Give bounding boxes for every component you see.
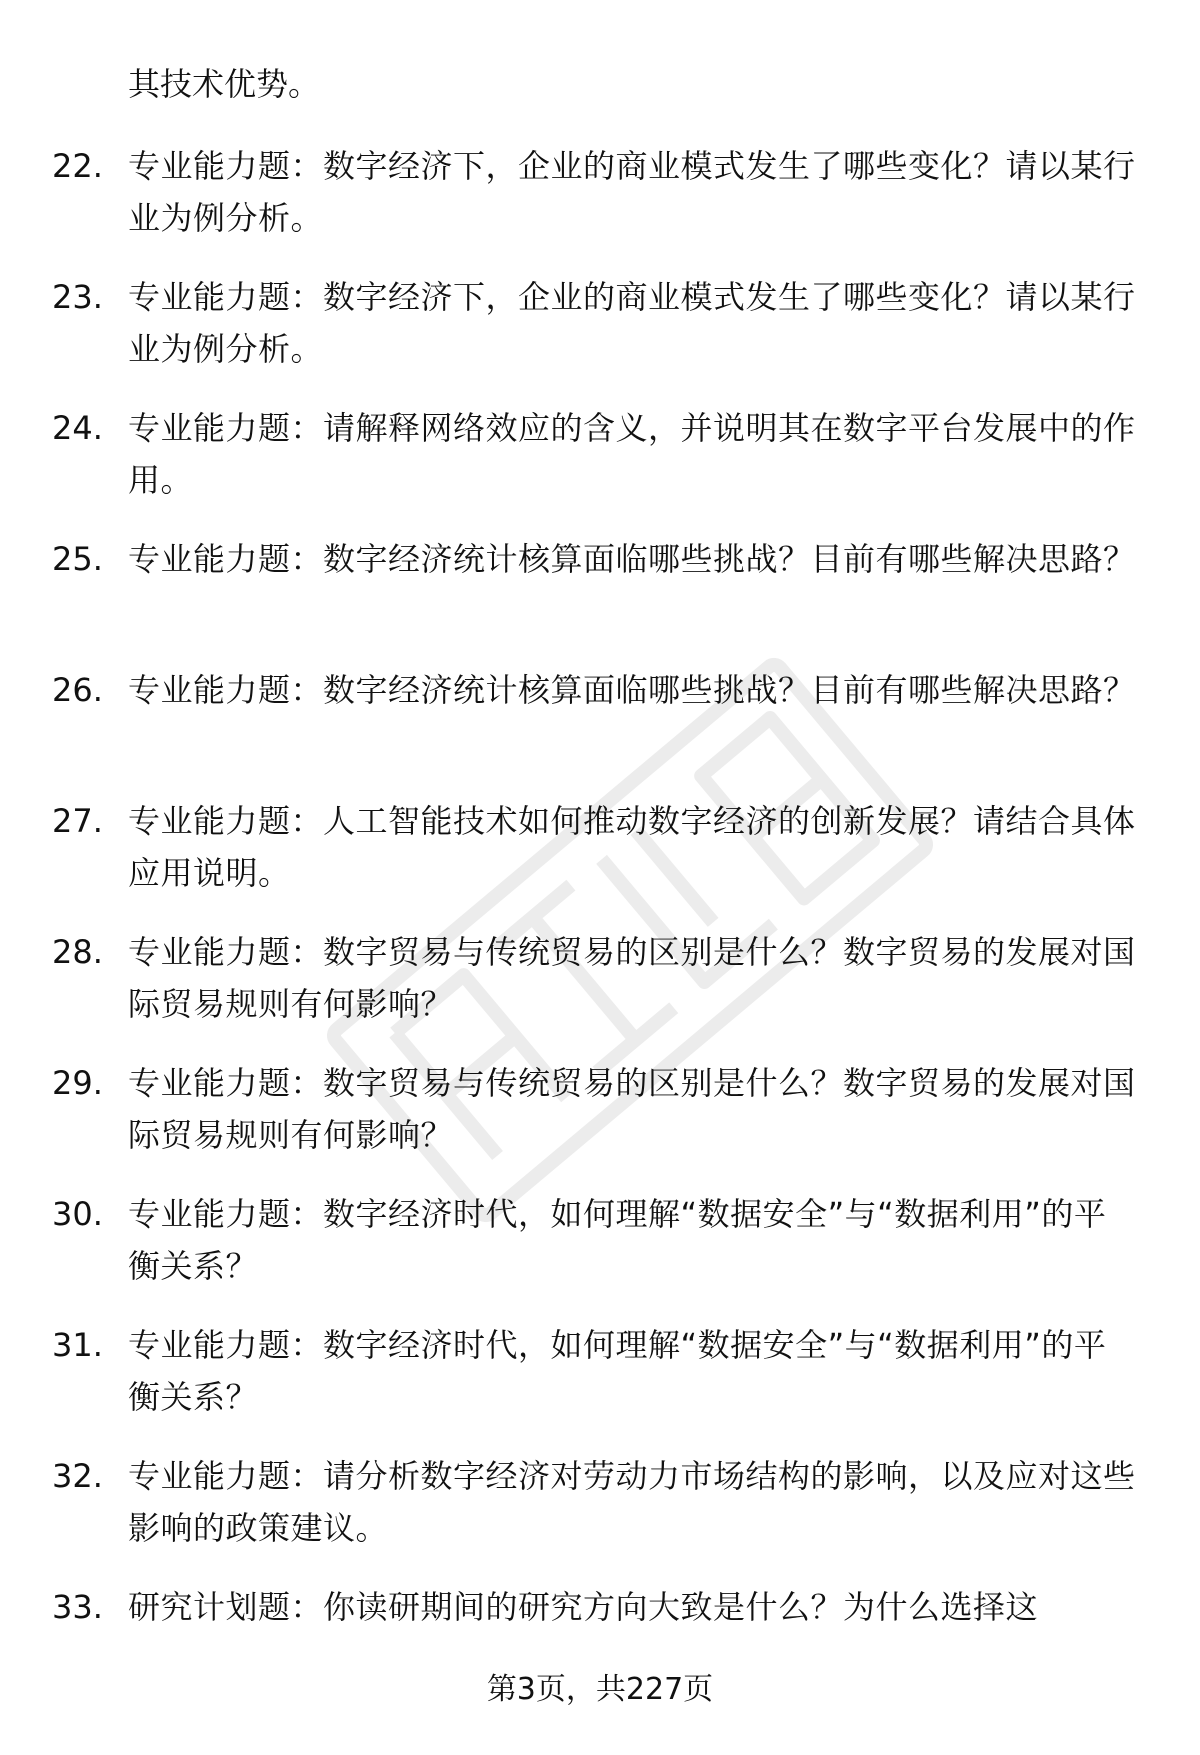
continuation-line: 其技术优势。	[128, 65, 321, 103]
question-item	[0, 664, 1200, 795]
question-item	[0, 1057, 1200, 1188]
question-number: 27.	[52, 802, 103, 840]
question-number: 33.	[52, 1588, 103, 1626]
question-text: 专业能力题：数字贸易与传统贸易的区别是什么？数字贸易的发展对国际贸易规则有何影响？	[128, 1064, 1136, 1154]
question-number: 31.	[52, 1326, 103, 1364]
question-item	[0, 402, 1200, 533]
question-text: 专业能力题：人工智能技术如何推动数字经济的创新发展？请结合具体应用说明。	[128, 802, 1136, 892]
question-item	[0, 1450, 1200, 1581]
question-item	[0, 795, 1200, 926]
question-text: 专业能力题：请分析数字经济对劳动力市场结构的影响，以及应对这些影响的政策建议。	[128, 1457, 1136, 1547]
question-text: 专业能力题：请解释网络效应的含义，并说明其在数字平台发展中的作用。	[128, 409, 1136, 499]
question-number: 26.	[52, 671, 103, 709]
page-footer: 第3页，共227页	[486, 1672, 714, 1707]
question-item	[0, 140, 1200, 271]
question-number: 29.	[52, 1064, 103, 1102]
question-number: 32.	[52, 1457, 103, 1495]
question-text: 专业能力题：数字经济下，企业的商业模式发生了哪些变化？请以某行业为例分析。	[128, 278, 1136, 368]
question-text: 专业能力题：数字经济时代，如何理解“数据安全”与“数据利用”的平衡关系？	[128, 1326, 1107, 1416]
question-text: 专业能力题：数字经济统计核算面临哪些挑战？目前有哪些解决思路？	[128, 540, 1136, 578]
question-item	[0, 1188, 1200, 1319]
question-number: 23.	[52, 278, 103, 316]
question-text: 专业能力题：数字经济统计核算面临哪些挑战？目前有哪些解决思路？	[128, 671, 1136, 709]
question-text: 专业能力题：数字经济下，企业的商业模式发生了哪些变化？请以某行业为例分析。	[128, 147, 1136, 237]
question-item	[0, 533, 1200, 664]
question-number: 22.	[52, 147, 103, 185]
question-number: 24.	[52, 409, 103, 447]
question-text: 研究计划题：你读研期间的研究方向大致是什么？为什么选择这	[128, 1588, 1039, 1626]
question-text: 专业能力题：数字贸易与传统贸易的区别是什么？数字贸易的发展对国际贸易规则有何影响？	[128, 933, 1136, 1023]
question-item	[0, 926, 1200, 1057]
question-text: 专业能力题：数字经济时代，如何理解“数据安全”与“数据利用”的平衡关系？	[128, 1195, 1107, 1285]
question-item	[0, 1319, 1200, 1450]
question-item	[0, 271, 1200, 402]
question-number: 25.	[52, 540, 103, 578]
question-list	[0, 140, 1200, 1712]
question-number: 28.	[52, 933, 103, 971]
question-number: 30.	[52, 1195, 103, 1233]
